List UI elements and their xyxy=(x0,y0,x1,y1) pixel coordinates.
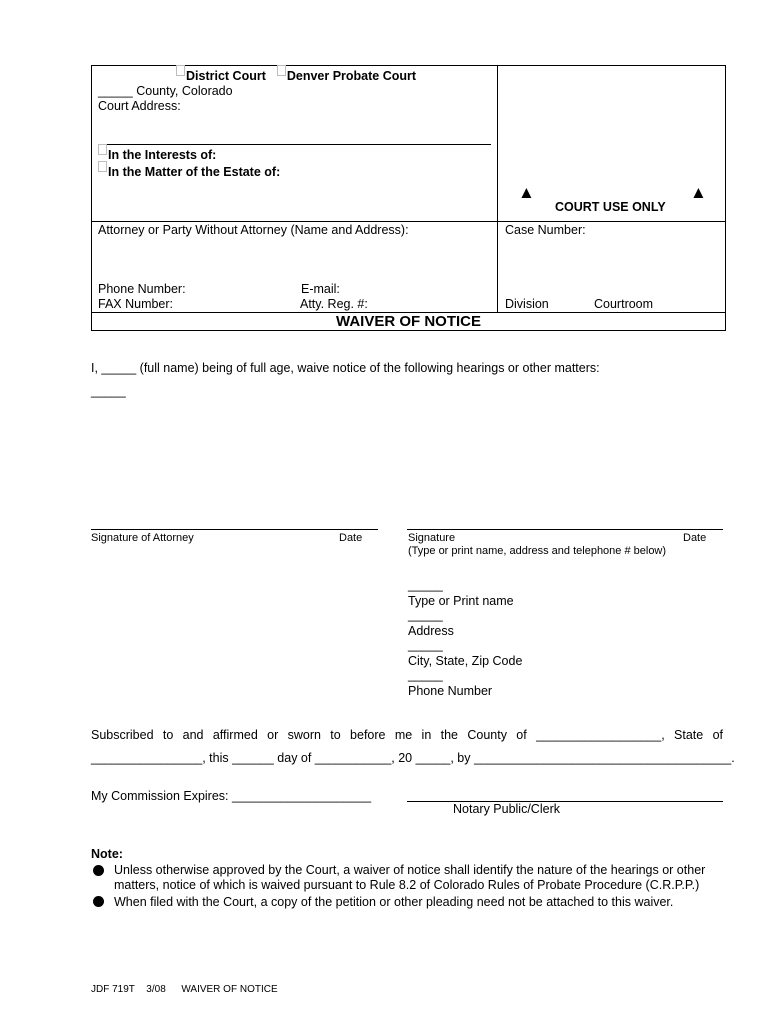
attorney-date-label: Date xyxy=(339,532,363,544)
estate-row xyxy=(98,165,280,179)
denver-probate-checkbox[interactable] xyxy=(277,65,286,76)
bullet-icon xyxy=(93,865,104,876)
county-line: _____ County, Colorado xyxy=(98,84,233,98)
triangle-left-icon: ▲ xyxy=(518,183,535,202)
phone-label: Phone Number: xyxy=(98,282,186,296)
form-number: JDF 719T xyxy=(91,984,135,995)
signature-line[interactable] xyxy=(407,529,723,530)
caption-divider-vertical xyxy=(497,65,498,313)
interests-checkbox[interactable] xyxy=(98,144,107,155)
phone-blank[interactable]: _____ xyxy=(408,668,443,682)
courtroom-label: Courtroom xyxy=(594,297,654,311)
notary-line-2: ________________, this ______ day of ___________, 20 _____, by _____________________________________. xyxy=(91,751,735,765)
email-label: E-mail: xyxy=(301,282,340,296)
form-title: WAIVER OF NOTICE xyxy=(335,313,481,330)
case-number-label: Case Number: xyxy=(505,223,586,237)
estate-checkbox[interactable] xyxy=(98,161,107,172)
district-court-label: District Court xyxy=(186,69,266,83)
note-item-1: Unless otherwise approved by the Court, a waiver of notice shall identify the nature of the hearings or other matters, notice of which is waived pursuant to Rule 8.2 of Colorado Rules of Probate Procedure (C.R.P.P.) xyxy=(114,863,706,892)
district-court-checkbox[interactable] xyxy=(176,65,185,76)
interests-label: In the Interests of: xyxy=(108,148,217,162)
notary-label: Notary Public/Clerk xyxy=(453,802,560,816)
footer-title: WAIVER OF NOTICE xyxy=(181,984,278,995)
denver-probate-label: Denver Probate Court xyxy=(286,69,417,83)
print-name-blank[interactable]: _____ xyxy=(408,578,443,592)
court-type-row xyxy=(176,69,416,83)
signature-date-label: Date xyxy=(683,532,707,544)
signature-hint: (Type or print name, address and telephone # below) xyxy=(408,545,667,557)
city-label: City, State, Zip Code xyxy=(408,654,523,668)
triangle-right-icon: ▲ xyxy=(690,183,707,202)
fax-label: FAX Number: xyxy=(98,297,174,311)
note-heading: Note: xyxy=(91,847,123,861)
caption-box xyxy=(91,65,726,331)
caption-divider-1 xyxy=(91,221,726,222)
court-address-line xyxy=(98,144,491,145)
bullet-icon xyxy=(93,896,104,907)
address-blank[interactable]: _____ xyxy=(408,608,443,622)
footer xyxy=(91,984,278,995)
court-use-only-label: COURT USE ONLY xyxy=(555,200,666,214)
estate-label: In the Matter of the Estate of: xyxy=(108,165,281,179)
interests-row xyxy=(98,148,216,162)
phone-number-label: Phone Number xyxy=(408,684,493,698)
attorney-signature-label: Signature of Attorney xyxy=(91,532,194,544)
print-name-label: Type or Print name xyxy=(408,594,514,608)
form-revision: 3/08 xyxy=(146,984,166,995)
city-blank[interactable]: _____ xyxy=(408,638,443,652)
court-address-label: Court Address: xyxy=(98,99,181,113)
signature-label: Signature xyxy=(408,532,456,544)
attorney-label: Attorney or Party Without Attorney (Name and Address): xyxy=(98,223,409,237)
commission-expires: My Commission Expires: ____________________ xyxy=(91,789,372,803)
waiver-blank: _____ xyxy=(91,384,126,398)
note-item-2: When filed with the Court, a copy of the petition or other pleading need not be attached to this waiver. xyxy=(114,895,674,909)
attorney-signature-line[interactable] xyxy=(91,529,378,530)
atty-reg-label: Atty. Reg. #: xyxy=(300,297,368,311)
division-label: Division xyxy=(505,297,549,311)
notary-line-1: Subscribed to and affirmed or sworn to before me in the County of __________________, State of xyxy=(91,728,723,742)
address-label: Address xyxy=(408,624,454,638)
waiver-intro: I, _____ (full name) being of full age, waive notice of the following hearings or other matters: xyxy=(91,361,600,375)
